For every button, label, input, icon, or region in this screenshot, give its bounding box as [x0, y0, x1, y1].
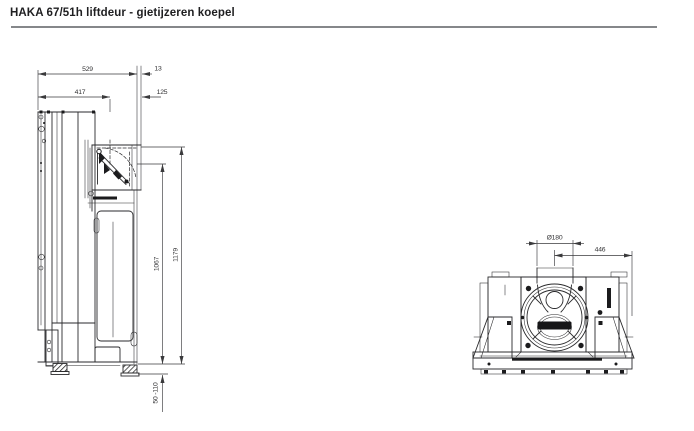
firebox-flap — [97, 149, 129, 184]
foot-left — [53, 364, 67, 372]
dim-total-width: 529 — [82, 66, 93, 73]
baffle-bar — [93, 197, 117, 200]
dim-feet-range: 50 -110 — [152, 382, 160, 404]
dim-back-depth: 125 — [156, 89, 168, 96]
damper-housing — [85, 140, 141, 211]
lift-door-frame — [38, 111, 95, 367]
flue-collar — [537, 268, 573, 283]
base-plinth — [473, 352, 632, 374]
rear-slot — [607, 288, 611, 308]
foot-right — [123, 365, 137, 373]
side-body — [38, 66, 141, 366]
side-view-dimensions — [38, 66, 185, 413]
dim-back-plate: 13 — [154, 65, 162, 73]
flap-swing-arc — [97, 140, 136, 186]
side-view — [38, 66, 185, 413]
brand-label-band — [538, 322, 572, 330]
dim-flue-diameter: Ø180 — [546, 234, 563, 242]
dim-front-depth: 417 — [74, 89, 86, 96]
damper-knob — [89, 191, 94, 196]
dim-half-width: 446 — [594, 246, 606, 254]
bottom-notch — [95, 347, 120, 362]
tower-left — [488, 277, 521, 352]
cast-iron-dome — [521, 284, 589, 351]
rear-view — [473, 235, 634, 375]
page-title: HAKA 67/51h liftdeur - gietijzeren koepel — [10, 7, 235, 19]
base-feet-ticks — [484, 370, 624, 374]
dim-total-height: 1179 — [172, 248, 180, 262]
dim-inner-height: 1067 — [153, 256, 161, 272]
tower-right — [586, 277, 619, 352]
